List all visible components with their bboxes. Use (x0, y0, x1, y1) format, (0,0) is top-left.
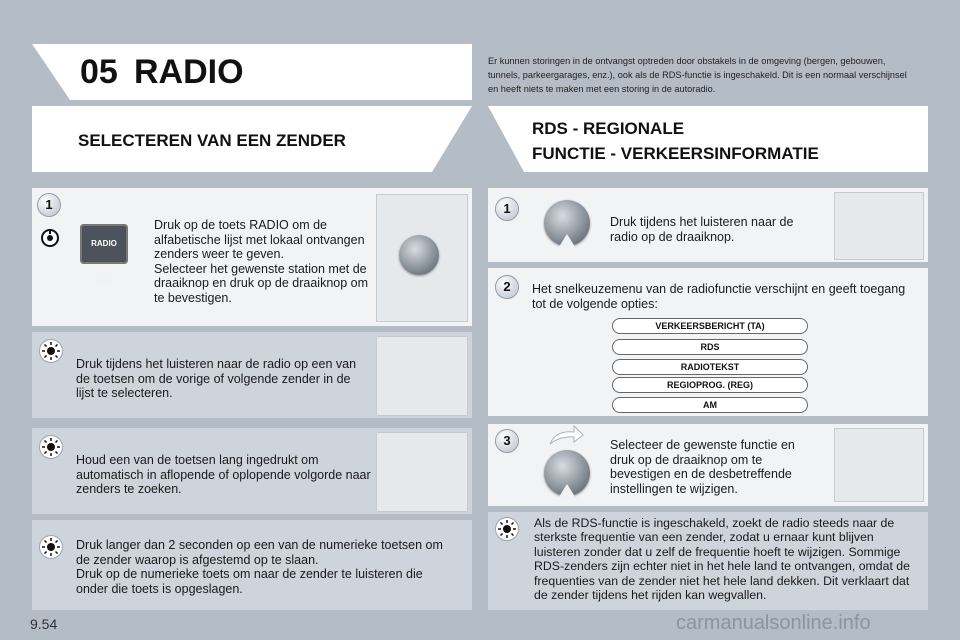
tip-sun-icon (40, 536, 62, 558)
right-heading-tab (488, 106, 524, 172)
page-number: 9.54 (30, 616, 58, 632)
rotate-arrow-icon (548, 424, 584, 446)
step-badge: 1 (496, 198, 518, 220)
right-tip-text: Als de RDS-functie is ingeschakeld, zoekt de radio steeds naar de sterkste frequentie van een zender, zodat u ernaar kunt blijven luisteren zonder dat u zelf de frequentie hoeft te wijzigen. Sommige RDS-zenders zijn echter niet in het hele land te ontvangen, omdat de frequenties van de zender niet het hele land dekken. Dit verklaart dat de zender tijdens het rijden kan wegvallen. (534, 516, 910, 603)
option-ta: VERKEERSBERICHT (TA) (612, 318, 808, 334)
section-number: 05 (80, 53, 118, 91)
right-step2-text: Het snelkeuzemenu van de radiofunctie verschijnt en geeft toegang tot de volgende opties: (532, 282, 906, 311)
header-tab (32, 44, 70, 100)
tip-sun-icon (496, 518, 518, 540)
right-heading-line1: RDS - REGIONALE (532, 119, 685, 138)
radio-panel-image (834, 192, 924, 260)
tip-sun-icon (40, 436, 62, 458)
right-step3-text: Selecteer de gewenste functie en druk op de draaiknop om te bevestigen en de desbetreffende instellingen te wijzigen. (610, 438, 795, 496)
option-am: AM (612, 397, 808, 413)
radio-panel-image (376, 194, 468, 322)
section-title: RADIO (134, 53, 244, 91)
press-arrow-icon (557, 484, 577, 500)
right-heading-line2: FUNCTIE - VERKEERSINFORMATIE (532, 144, 819, 163)
left-tip1-text: Druk tijdens het luisteren naar de radio op een van de toetsen om de vorige of volgende zender in de lijst te selecteren. (76, 357, 357, 401)
right-step1-text: Druk tijdens het luisteren naar de radio op de draaiknop. (610, 215, 794, 244)
lock-icon (40, 228, 60, 248)
tip-sun-icon (40, 340, 62, 362)
radio-button-label: RADIO (91, 239, 117, 248)
left-step1-text: Druk op de toets RADIO om de alfabetische lijst met lokaal ontvangen zenders weer te geven. Selecteer het gewenste station met de draaiknop en druk op de draaiknop om te bevestigen. (154, 218, 369, 305)
left-tip2-text: Houd een van de toetsen lang ingedrukt om automatisch in aflopende of oplopende volgorde naar zenders te zoeken. (76, 453, 371, 497)
heading-divider-shape (432, 106, 472, 172)
radio-button-graphic (80, 224, 128, 264)
buttons-panel-image (376, 336, 468, 416)
left-tip3-text: Druk langer dan 2 seconden op een van de numerieke toetsen om de zender waarop is afgestemd op te slaan. Druk op de numerieke toets om naar de zender te luisteren die onder die toets is opgeslagen. (76, 538, 443, 596)
left-heading: SELECTEREN VAN EEN ZENDER (78, 131, 346, 150)
step-badge: 3 (496, 430, 518, 452)
press-arrow-icon (557, 234, 577, 250)
intro-note: Er kunnen storingen in de ontvangst optreden door obstakels in de omgeving (bergen, gebouwen, tunnels, parkeergarages, enz.), ook als de RDS-functie is ingeschakeld. Dit is een normaal verschijnsel en heeft niets te maken met een storing in de autoradio. (488, 56, 907, 94)
press-arrow-icon (94, 268, 114, 284)
option-rds: RDS (612, 339, 808, 355)
buttons-panel-image (376, 432, 468, 512)
radio-panel-image (834, 428, 924, 502)
watermark: carmanualsonline.info (676, 612, 871, 634)
option-radiotext: RADIOTEKST (612, 359, 808, 375)
step-badge: 1 (38, 194, 60, 216)
step-badge: 2 (496, 276, 518, 298)
option-reg: REGIOPROG. (REG) (612, 377, 808, 393)
